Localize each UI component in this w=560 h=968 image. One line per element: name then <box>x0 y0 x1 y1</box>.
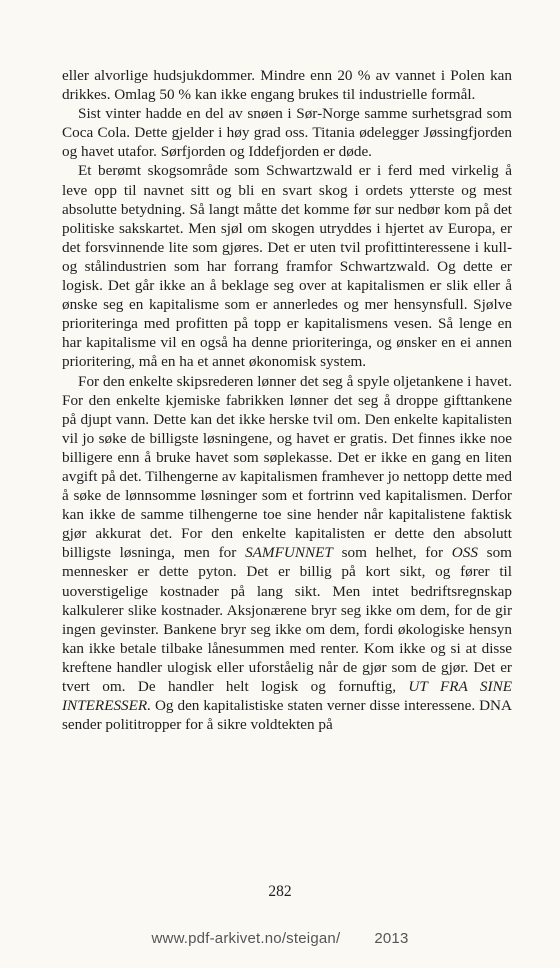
footer-year: 2013 <box>374 930 409 947</box>
footer-watermark <box>0 930 560 947</box>
paragraph-text: eller alvorlige hudsjukdommer. Mindre enn 20 % av vannet i Polen kan drikkes. Omlag 50 % kan ikke engang brukes til industrielle formål. <box>62 67 512 104</box>
emphasis-text: UT FRA SINE INTERESSER. <box>62 678 512 715</box>
body-text <box>62 66 512 734</box>
paragraph <box>62 161 512 371</box>
paragraph <box>62 66 512 104</box>
paragraph <box>62 104 512 161</box>
page-number: 282 <box>268 883 292 900</box>
paragraph-text: Sist vinter hadde en del av snøen i Sør-Norge samme surhetsgrad som Coca Cola. Dette gjelder i høy grad oss. Titania ødelegger Jøssingfjorden og havet utafor. Sørfjorden og Iddefjorden er døde. <box>62 105 512 161</box>
emphasis-text: SAMFUNNET <box>245 544 333 562</box>
paragraph-text: som mennesker er dette pyton. Det er billig på kort sikt, og fører til uoverstigelige kostnader på lang sikt. Men intet bedriftsregnskap kalkulerer slike kostnader. Aksjonærene bryr seg ikke om dem, for de gir ingen gevinster. Bankene bryr seg ikke om dem, fordi økologiske hensyn kan ikke betale tilbake lånesummen med renter. Kom ikke og si at disse kreftene handler ulogisk eller uforståelig når de gjør som de gjør. Det er tvert om. De handler helt logisk og fornuftig, <box>62 544 512 695</box>
footer-source: www.pdf-arkivet.no/steigan/ <box>151 930 341 947</box>
paragraph-text: Et berømt skogsområde som Schwartzwald er i ferd med virkelig å leve opp til navnet sitt og bli en svart skog i ordets ytterste og mest absolutte betydning. Så langt måtte det komme før sur nedbør kom på det politiske sakskartet. Men sjøl om skogen utryddes i hjertet av Europa, er det forsvinnende lite som gjøres. Det er uten tvil profittinteressene i kull- og stålindustrien som har forrang framfor Schwartzwald. Og dette er logisk. Det går ikke an å beklage seg over at kapitalismen er slik eller å ønske seg en kapitalisme som er annerledes og mer hensynsfull. Sjølve prioriteringa med profitten på topp er kapitalismens vesen. Så lenge en har kapitalisme vil en også ha denne prioriteringa, og ønsker en ei annen prioritering, må en ha et annet økonomisk system. <box>62 162 512 371</box>
emphasis-text: OSS <box>451 544 478 562</box>
paragraph-text: Og den kapitalistiske staten verner disse interessene. DNA sender polititropper for å sikre voldtekten på <box>62 697 512 734</box>
paragraph <box>62 372 512 735</box>
paragraph-text: som helhet, for <box>332 544 452 562</box>
paragraph-text: For den enkelte skipsrederen lønner det seg å spyle oljetankene i havet. For den enkelte kjemiske fabrikken lønner det seg å droppe gifttankene på djupt vann. Dette kan det ikke herske tvil om. Den enkelte kapitalisten vil jo søke de billigste løsningene, og havet er gratis. Det finnes ikke noe billigere enn å bruke havet som søplekasse. Det er ikke en gang en liten avgift på det. Tilhengerne av kapitalismen framhever jo nettopp dette med å søke de lønnsomme løsninger som et fortrinn ved kapitalismen. Derfor kan ikke de samme tilhengerne toe sine hender når kapitalistene faktisk gjør akkurat det. For den enkelte kapitalisten er dette den absolutt billigste løsninga, men for <box>62 372 513 562</box>
